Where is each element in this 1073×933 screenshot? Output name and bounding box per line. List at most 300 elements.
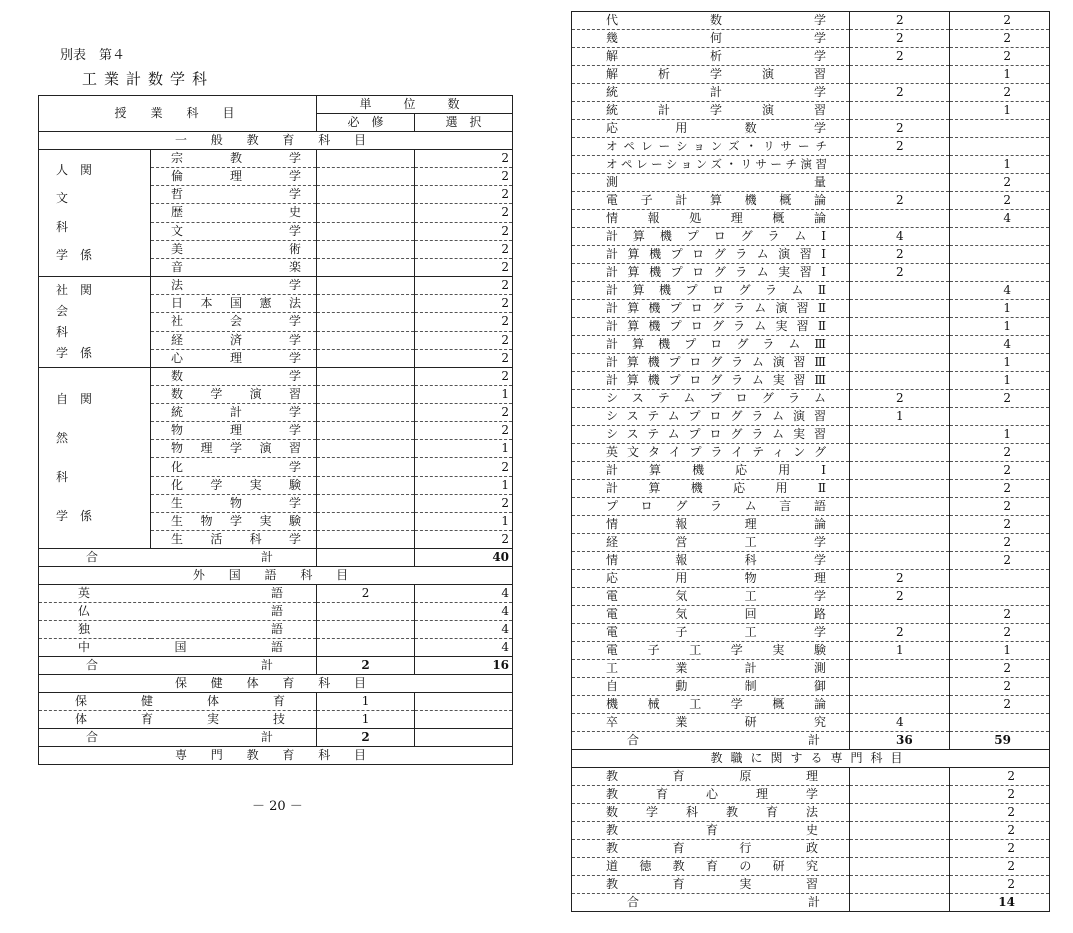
table-row [572,318,1050,336]
table-row [572,372,1050,390]
elective-units: 2 [950,840,1050,858]
foreign-language-heading: 外 国 語 科 目 [39,567,513,585]
required-units [317,440,415,458]
group-label-line: 科 [56,470,69,484]
total-label [39,729,317,747]
required-units [850,426,950,444]
table-row [572,282,1050,300]
subject-name-part [175,604,187,619]
required-units [850,840,950,858]
subject-name: 物理学演習 [151,440,317,458]
required-units [850,282,950,300]
elective-units: 1 [950,102,1050,120]
table-row [572,588,1050,606]
required-units [850,480,950,498]
subject-name: 教育心理学 [572,786,850,804]
table-row [572,66,1050,84]
subject-name: 哲学 [151,186,317,204]
right-page [571,11,1051,916]
required-units [850,876,950,894]
table-header-row [39,96,513,114]
elective-units: 2 [950,480,1050,498]
required-units: 2 [850,138,950,156]
group-label-line: 文 [56,191,69,206]
total-elective: 40 [415,549,513,567]
table-row [572,102,1050,120]
subject-name: 数学 [151,368,317,386]
subject-name: 応用物理 [572,570,850,588]
required-units [850,462,950,480]
total-label [572,732,850,750]
group-label-line: 科 [56,219,69,234]
total-required [317,549,415,567]
required-units [317,494,415,512]
required-units [317,186,415,204]
general-education-heading: 一 般 教 育 科 目 [39,132,513,150]
required-units [317,621,415,639]
elective-units: 2 [950,390,1050,408]
elective-units [950,120,1050,138]
subject-name: 統計学 [572,84,850,102]
subject-name: 幾何学 [572,30,850,48]
subject-name-part [175,622,187,637]
subject-name [39,603,317,621]
subject-name: 代数学 [572,12,850,30]
elective-units: 2 [950,30,1050,48]
required-units [317,639,415,657]
subject-name: 計算機プログラムⅠ [572,228,850,246]
table-row [39,693,513,711]
elective-units: 2 [950,804,1050,822]
left-curriculum-table [38,95,513,765]
required-units: 1 [850,408,950,426]
elective-units: 2 [415,204,513,222]
table-row [572,840,1050,858]
table-row [572,822,1050,840]
required-units [850,696,950,714]
elective-units: 2 [950,498,1050,516]
total-elective: 16 [415,657,513,675]
subject-name: 統計学 [151,404,317,422]
total-label [39,549,317,567]
required-units: 2 [850,192,950,210]
required-units [850,858,950,876]
elective-units: 2 [950,822,1050,840]
subject-name: 解析学 [572,48,850,66]
required-units [850,102,950,120]
subject-name: 生活科学 [151,530,317,548]
elective-units: 2 [415,277,513,295]
total-row [39,549,513,567]
table-row [572,462,1050,480]
page-number: － 20 － [252,799,303,814]
table-row [572,12,1050,30]
elective-units: 2 [415,258,513,276]
elective-units: 4 [415,639,513,657]
section-heading-row [39,675,513,693]
subject-name: 工業計測 [572,660,850,678]
required-units: 1 [317,711,415,729]
required-units: 2 [850,48,950,66]
table-row [572,192,1050,210]
group-label-line: 然 [56,431,69,445]
total-label-start: 合 [86,730,99,744]
table-row [572,714,1050,732]
subject-name: 情報処理概論 [572,210,850,228]
subject-name: 教育行政 [572,840,850,858]
table-row [572,408,1050,426]
header-subject: 授 業 科 目 [39,96,317,132]
group-label-line: 科 [56,325,69,339]
elective-units: 2 [415,168,513,186]
table-row [572,390,1050,408]
required-units [850,606,950,624]
elective-units: 4 [950,210,1050,228]
subject-name: 機械工学概論 [572,696,850,714]
elective-units: 2 [950,876,1050,894]
elective-units: 2 [415,240,513,258]
left-page [38,0,518,933]
table-row [572,480,1050,498]
elective-units: 2 [415,186,513,204]
required-units [317,295,415,313]
subject-name: 化学実験 [151,476,317,494]
subject-name: 計算機応用Ⅰ [572,462,850,480]
elective-units: 2 [415,494,513,512]
subject-name: 計算機プログラムⅢ [572,336,850,354]
required-units: 1 [850,642,950,660]
required-units [317,368,415,386]
elective-units: 1 [950,318,1050,336]
table-row [572,696,1050,714]
table-row [572,498,1050,516]
required-units: 2 [850,390,950,408]
subject-name: 情報理論 [572,516,850,534]
required-units [850,354,950,372]
table-row [572,786,1050,804]
table-row [572,534,1050,552]
group-label [39,368,151,549]
total-label-end: 計 [807,895,820,909]
required-units [850,156,950,174]
elective-units: 2 [950,660,1050,678]
subject-name-part: 語 [270,604,283,618]
section-heading-row [39,567,513,585]
table-row [572,156,1050,174]
required-units [317,168,415,186]
required-units [317,422,415,440]
table-row [572,552,1050,570]
elective-units: 2 [415,368,513,386]
elective-units: 2 [415,530,513,548]
table-row [39,621,513,639]
table-row [572,642,1050,660]
total-required: 2 [317,729,415,747]
table-row [572,84,1050,102]
required-units [850,174,950,192]
subject-name: 統計学演習 [572,102,850,120]
subject-name: 日本国憲法 [151,295,317,313]
subject-name: 保健体育 [39,693,317,711]
group-label [39,277,151,368]
subject-name: 歴史 [151,204,317,222]
table-row [572,516,1050,534]
elective-units: 2 [415,222,513,240]
elective-units: 2 [950,462,1050,480]
subject-name: 計算機プログラム演習Ⅰ [572,246,850,264]
elective-units: 2 [415,313,513,331]
total-label-start: 合 [86,658,99,672]
elective-units: 2 [950,12,1050,30]
elective-units: 2 [415,331,513,349]
subject-name: 生物学実験 [151,512,317,530]
required-units: 2 [850,570,950,588]
elective-units: 1 [950,354,1050,372]
elective-units: 1 [415,440,513,458]
elective-units: 1 [415,512,513,530]
elective-units: 2 [415,404,513,422]
subject-name: 計算機プログラム実習Ⅱ [572,318,850,336]
table-row [572,300,1050,318]
total-row [39,729,513,747]
required-units [317,603,415,621]
required-units [850,534,950,552]
subject-name: 電子工学 [572,624,850,642]
subject-name: 解析学演習 [572,66,850,84]
section-heading-row [39,747,513,765]
required-units [850,498,950,516]
elective-units: 2 [950,624,1050,642]
required-units [850,336,950,354]
total-elective [415,729,513,747]
required-units [850,318,950,336]
total-row [572,894,1050,912]
subject-name-part: 国 [174,640,187,654]
elective-units [415,693,513,711]
elective-units: 4 [415,603,513,621]
table-row [39,368,513,386]
total-required: 2 [317,657,415,675]
subject-name: 生物学 [151,494,317,512]
subject-name [39,585,317,603]
subject-name: 宗教学 [151,150,317,168]
elective-units [950,246,1050,264]
table-row [39,603,513,621]
required-units [317,313,415,331]
subject-name: プログラム言語 [572,498,850,516]
subject-name: システムプログラム実習 [572,426,850,444]
subject-name: システムプログラム [572,390,850,408]
subject-name: システムプログラム演習 [572,408,850,426]
required-units [850,444,950,462]
required-units [317,277,415,295]
elective-units: 2 [950,678,1050,696]
subject-name: 音楽 [151,258,317,276]
subject-name [39,621,317,639]
total-label-end: 計 [261,550,274,564]
subject-name: 数学科教育法 [572,804,850,822]
table-row [572,138,1050,156]
required-units [317,404,415,422]
elective-units [950,138,1050,156]
table-row [572,570,1050,588]
required-units [317,150,415,168]
elective-units: 1 [950,372,1050,390]
subject-name: 英文タイプライティング [572,444,850,462]
elective-units: 2 [950,192,1050,210]
total-label-start: 合 [86,550,99,564]
group-label-line: 学 係 [56,247,93,262]
required-units: 2 [850,624,950,642]
required-units [850,66,950,84]
required-units [317,386,415,404]
subject-name: 心理学 [151,349,317,367]
required-units [317,530,415,548]
table-row [572,444,1050,462]
section-heading-row [572,750,1050,768]
total-required [850,894,950,912]
subject-name: 計算機プログラムⅡ [572,282,850,300]
elective-units [950,588,1050,606]
required-units: 2 [850,264,950,282]
elective-units: 2 [415,150,513,168]
elective-units: 2 [950,552,1050,570]
subject-name: 計算機プログラム実習Ⅰ [572,264,850,282]
table-row [572,264,1050,282]
required-units: 2 [317,585,415,603]
subject-name-part: 語 [271,640,284,654]
elective-units: 2 [950,696,1050,714]
required-units [317,240,415,258]
table-row [572,858,1050,876]
elective-units: 1 [950,156,1050,174]
subject-name: 電気工学 [572,588,850,606]
required-units: 2 [850,120,950,138]
subject-name: 計算機プログラム演習Ⅲ [572,354,850,372]
teaching-courses-heading: 教職に関する専門科目 [572,750,1050,768]
subject-name: 道徳教育の研究 [572,858,850,876]
subject-name: 倫理学 [151,168,317,186]
elective-units: 2 [950,858,1050,876]
header-required: 必 修 [317,114,415,132]
subject-name: オペレーションズ・リサーチ [572,138,850,156]
table-row [572,804,1050,822]
total-label [39,657,317,675]
subject-name: 電気回路 [572,606,850,624]
elective-units: 2 [950,174,1050,192]
required-units: 2 [850,84,950,102]
total-label [572,894,850,912]
required-units [317,458,415,476]
required-units [850,768,950,786]
subject-name-part: 語 [270,622,283,636]
table-row [572,210,1050,228]
total-row [572,732,1050,750]
table-row [572,876,1050,894]
group-label-line: 人 関 [56,163,93,178]
header-elective: 選 択 [415,114,513,132]
elective-units: 2 [950,534,1050,552]
department-title: 工業計数学科 [82,70,215,88]
subject-name: 計算機プログラム演習Ⅱ [572,300,850,318]
group-label-line: 会 [56,304,69,318]
subject-name: 情報科学 [572,552,850,570]
elective-units: 1 [950,66,1050,84]
required-units [317,222,415,240]
elective-units: 2 [415,349,513,367]
subject-name: 社会学 [151,313,317,331]
total-elective: 14 [950,894,1050,912]
subject-name: 電子工学実験 [572,642,850,660]
group-label-line: 学 係 [56,346,93,360]
elective-units [415,711,513,729]
elective-units: 2 [415,422,513,440]
required-units: 2 [850,246,950,264]
table-row [572,354,1050,372]
group-label-line: 社 関 [56,283,93,297]
required-units: 4 [850,228,950,246]
total-required: 36 [850,732,950,750]
subject-name: 計算機プログラム実習Ⅲ [572,372,850,390]
section-heading-row [39,132,513,150]
table-row [39,150,513,168]
table-row [39,585,513,603]
table-row [572,660,1050,678]
table-number: 別表 第４ [60,48,126,63]
required-units [317,349,415,367]
table-row [572,678,1050,696]
total-label-end: 計 [261,658,274,672]
required-units [850,300,950,318]
required-units [850,372,950,390]
table-row [572,30,1050,48]
subject-name: 電子計算機概論 [572,192,850,210]
table-row [572,48,1050,66]
subject-name-part: 独 [78,622,91,636]
subject-name: 測量 [572,174,850,192]
subject-name-part: 中 [78,640,91,654]
table-row [39,639,513,657]
required-units [850,660,950,678]
required-units [317,512,415,530]
elective-units: 1 [415,476,513,494]
required-units: 1 [317,693,415,711]
right-curriculum-table [571,11,1050,912]
subject-name: 数学演習 [151,386,317,404]
table-row [39,277,513,295]
subject-name-part: 仏 [78,604,91,618]
subject-name-part: 語 [270,586,283,600]
subject-name [39,639,317,657]
required-units: 4 [850,714,950,732]
table-row [572,768,1050,786]
header-units: 単 位 数 [317,96,513,114]
subject-name: 経済学 [151,331,317,349]
subject-name: 卒業研究 [572,714,850,732]
subject-name: 物理学 [151,422,317,440]
subject-name: 教育原理 [572,768,850,786]
subject-name: 化学 [151,458,317,476]
subject-name-part: 英 [78,586,91,600]
elective-units: 2 [950,84,1050,102]
subject-name: 応用数学 [572,120,850,138]
elective-units: 2 [950,516,1050,534]
required-units [850,552,950,570]
health-pe-heading: 保 健 体 育 科 目 [39,675,513,693]
subject-name: 自動制御 [572,678,850,696]
required-units [317,258,415,276]
elective-units: 4 [415,621,513,639]
